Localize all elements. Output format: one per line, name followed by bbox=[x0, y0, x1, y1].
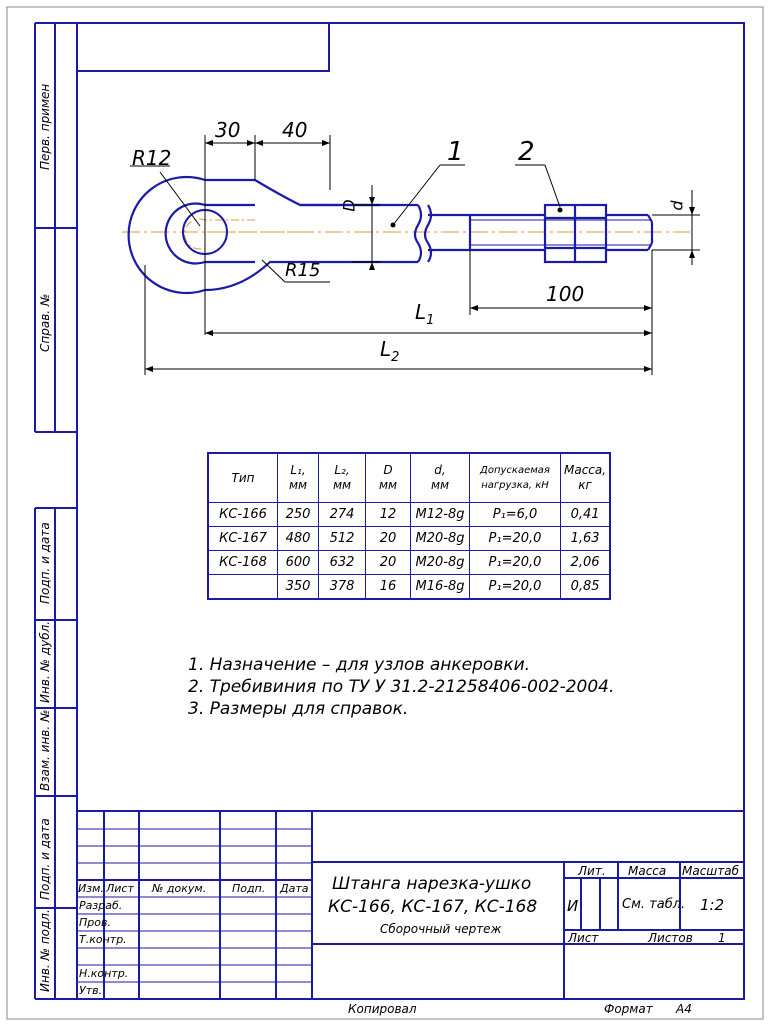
cell-d-big: 20 bbox=[366, 551, 411, 575]
header-d-big: D мм bbox=[366, 453, 411, 503]
position-2-label: 2 bbox=[518, 137, 535, 167]
header-l2: L₂, мм bbox=[319, 453, 366, 503]
cell-d-big: 12 bbox=[366, 503, 411, 527]
col-data: Дата bbox=[280, 882, 309, 895]
format-label: Формат bbox=[604, 1002, 653, 1016]
drawing-title-line3: Сборочный чертеж bbox=[380, 922, 502, 936]
mass-label: Масса bbox=[628, 864, 667, 878]
lit-label: Лит. bbox=[578, 864, 606, 878]
note-3: 3. Размеры для справок. bbox=[188, 699, 409, 719]
cell-load: P₁=20,0 bbox=[470, 551, 561, 575]
dim-d-big-label: D bbox=[339, 199, 359, 212]
cell-d-small: М12-8g bbox=[411, 503, 470, 527]
dim-l2-label bbox=[380, 337, 399, 365]
cell-type: КС-168 bbox=[208, 551, 278, 575]
sheet-label: Лист bbox=[568, 931, 599, 945]
cell-d-small: М20-8g bbox=[411, 527, 470, 551]
dim-l1-letter: L bbox=[415, 300, 427, 324]
eye-part bbox=[129, 177, 380, 293]
eye-centerline bbox=[185, 219, 300, 249]
col-izm: Изм. bbox=[78, 882, 104, 895]
cell-l1: 350 bbox=[278, 575, 319, 600]
role-utv: Утв. bbox=[79, 984, 103, 997]
rod bbox=[300, 205, 652, 262]
nut bbox=[545, 205, 606, 262]
cell-load: P₁=20,0 bbox=[470, 527, 561, 551]
note-1: 1. Назначение – для узлов анкеровки. bbox=[188, 655, 531, 675]
technical-notes bbox=[188, 654, 614, 720]
format-value: А4 bbox=[676, 1002, 692, 1016]
side-stamp-perv-primen: Перв. примен bbox=[38, 83, 52, 170]
role-prov: Пров. bbox=[79, 916, 111, 929]
scale-value: 1:2 bbox=[700, 896, 725, 914]
drawing-title-line1: Штанга нарезка-ушко bbox=[332, 874, 532, 894]
cell-l2: 632 bbox=[319, 551, 366, 575]
cell-l2: 512 bbox=[319, 527, 366, 551]
cell-d-big: 16 bbox=[366, 575, 411, 600]
role-razrab: Разраб. bbox=[79, 899, 123, 912]
position-1-label: 1 bbox=[447, 137, 464, 167]
mass-value: См. табл. bbox=[622, 897, 686, 912]
sheets-value: 1 bbox=[718, 931, 726, 945]
cell-mass: 2,06 bbox=[561, 551, 611, 575]
side-stamp-inv-dubl: Инв. № дубл. bbox=[38, 620, 52, 703]
cell-l2: 274 bbox=[319, 503, 366, 527]
note-2: 2. Требивиния по ТУ У 31.2-21258406-002-2004. bbox=[188, 677, 615, 697]
cell-d-small: М16-8g bbox=[411, 575, 470, 600]
cell-mass: 1,63 bbox=[561, 527, 611, 551]
table-row bbox=[208, 527, 610, 551]
copied-label: Копировал bbox=[348, 1002, 417, 1016]
col-podp: Подп. bbox=[232, 882, 266, 895]
lit-value: И bbox=[567, 897, 579, 915]
spec-table-header-row bbox=[208, 453, 610, 503]
cell-l2: 378 bbox=[319, 575, 366, 600]
dim-r15-label: R15 bbox=[285, 260, 321, 281]
dim-l2-sub: 2 bbox=[391, 350, 400, 365]
col-list: Лист bbox=[106, 882, 134, 895]
table-row bbox=[208, 503, 610, 527]
header-l1: L₁, мм bbox=[278, 453, 319, 503]
role-tkontr: Т.контр. bbox=[79, 933, 127, 946]
cell-mass: 0,41 bbox=[561, 503, 611, 527]
spec-table bbox=[207, 452, 611, 600]
dimensions bbox=[130, 135, 700, 375]
top-left-box bbox=[77, 23, 329, 71]
dim-100-label: 100 bbox=[546, 282, 585, 306]
table-row bbox=[208, 575, 610, 600]
cell-type: КС-166 bbox=[208, 503, 278, 527]
cell-l1: 600 bbox=[278, 551, 319, 575]
cell-type: КС-167 bbox=[208, 527, 278, 551]
drawing-title-line2: КС-166, КС-167, КС-168 bbox=[328, 897, 538, 917]
cell-type bbox=[208, 575, 278, 600]
header-type: Тип bbox=[208, 453, 278, 503]
header-load: Допускаемая нагрузка, кН bbox=[470, 453, 561, 503]
cell-d-small: М20-8g bbox=[411, 551, 470, 575]
side-stamp-inv-podl: Инв. № подл. bbox=[38, 909, 52, 992]
role-nkontr: Н.контр. bbox=[79, 967, 129, 980]
cell-l1: 250 bbox=[278, 503, 319, 527]
cell-load: P₁=6,0 bbox=[470, 503, 561, 527]
col-docum: № докум. bbox=[152, 882, 207, 895]
sheets-label: Листов bbox=[648, 931, 693, 945]
table-row bbox=[208, 551, 610, 575]
cell-l1: 480 bbox=[278, 527, 319, 551]
dim-r12-label: R12 bbox=[132, 146, 172, 170]
side-stamp-sprav-no: Справ. № bbox=[38, 293, 52, 352]
dim-l1-sub: 1 bbox=[426, 313, 435, 328]
header-mass: Масса, кг bbox=[561, 453, 611, 503]
dim-40-label: 40 bbox=[282, 118, 308, 142]
side-stamp-vzam-inv: Взам. инв. № bbox=[38, 709, 52, 791]
dim-30-label: 30 bbox=[215, 118, 241, 142]
header-d-small: d, мм bbox=[411, 453, 470, 503]
dim-l1-label bbox=[415, 300, 434, 328]
cell-load: P₁=20,0 bbox=[470, 575, 561, 600]
cell-mass: 0,85 bbox=[561, 575, 611, 600]
scale-label: Масштаб bbox=[682, 864, 740, 878]
side-stamp-podp-data-1: Подп. и дата bbox=[38, 522, 52, 604]
dim-d-small-label: d bbox=[667, 200, 687, 211]
dim-l2-letter: L bbox=[380, 337, 392, 361]
cell-d-big: 20 bbox=[366, 527, 411, 551]
side-stamp-podp-data-2: Подп. и дата bbox=[38, 818, 52, 900]
